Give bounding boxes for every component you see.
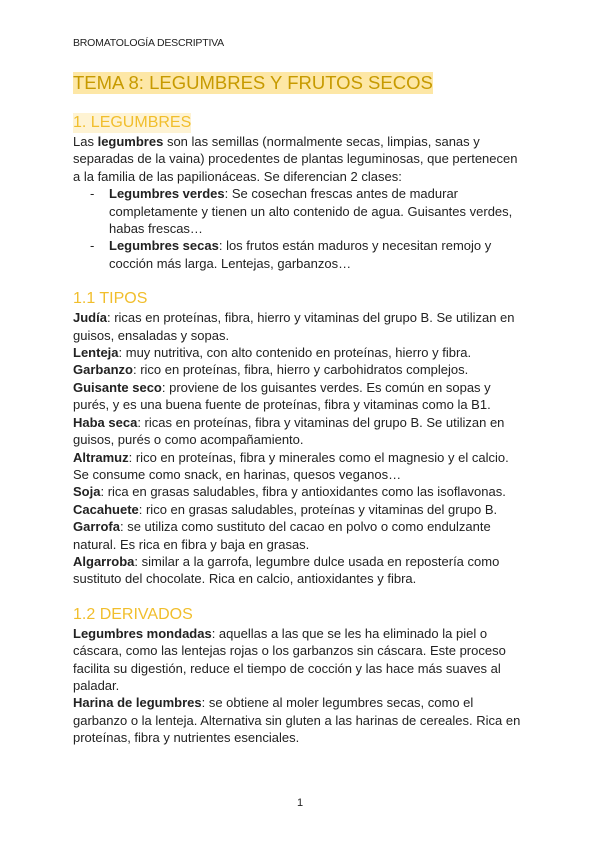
dash-bullet: - (90, 238, 95, 254)
text: : similar a la garrofa, legumbre dulce usada en repostería como sustituto del chocolate. Rica en calcio, antioxidantes y fibra. (73, 553, 500, 587)
list-item (73, 185, 528, 237)
text: : proviene de los guisantes verdes. Es común en sopas y purés, y es una buena fuente de proteínas, fibra y vitaminas como la B1. (73, 379, 491, 413)
definition-paragraph (73, 483, 528, 500)
text: : muy nutritiva, con alto contenido en proteínas, hierro y fibra. (118, 345, 472, 361)
definition-paragraph (73, 518, 528, 553)
bold-term: Haba seca (73, 414, 138, 430)
text: : rico en grasas saludables, proteínas y vitaminas del grupo B. (138, 501, 498, 517)
dash-bullet: - (90, 186, 95, 202)
derivados-list (73, 625, 528, 747)
text: : rico en proteínas, fibra y minerales como el magnesio y el calcio. Se consume como snack, en harinas, quesos veganos… (73, 449, 509, 482)
legumbres-list (73, 185, 528, 272)
definition-paragraph (73, 344, 528, 361)
list-item (73, 237, 528, 272)
text: Las (73, 134, 98, 149)
page-number: 1 (296, 797, 304, 809)
running-header: BROMATOLOGÍA DESCRIPTIVA (73, 37, 224, 49)
text: : ricas en proteínas, fibra y vitaminas del grupo B. Se utilizan en guisos, purés o como acompañamiento. (73, 414, 505, 448)
bold-term: Soja (73, 484, 101, 500)
page-content (73, 72, 528, 747)
text: : rica en grasas saludables, fibra y antioxidantes como las isoflavonas. (100, 484, 506, 500)
text: : se utiliza como sustituto del cacao en polvo o como endulzante natural. Es rica en fibra y baja en grasas. (73, 519, 491, 552)
bold-term: Legumbres secas (109, 238, 219, 254)
section-heading: 1.1 TIPOS (73, 290, 148, 308)
bold-term: Garbanzo (73, 362, 133, 378)
text: : Se cosechan frescas antes de madurar completamente y tienen un alto contenido de agua. Guisantes verdes, habas frescas… (109, 186, 513, 237)
bold-term: Guisante seco (73, 379, 162, 395)
section-heading: 1.2 DERIVADOS (73, 605, 193, 623)
intro-paragraph (73, 133, 528, 185)
definition-paragraph (73, 694, 528, 746)
tipos-list (73, 309, 528, 588)
bold-term: Judía (73, 310, 107, 326)
section-derivados (73, 605, 528, 747)
text: : aquellas a las que se les ha eliminado la piel o cáscara, como las lentejas rojas o los garbanzos sin cáscara. Este proceso facilita su digestión, reduce el tiempo de cocción y las hace más suaves al paladar. (73, 625, 506, 693)
bold-term: Harina de legumbres (73, 695, 202, 711)
definition-paragraph (73, 309, 528, 344)
bold-term: Altramuz (73, 449, 129, 465)
text: : los frutos están maduros y necesitan remojo y cocción más larga. Lentejas, garbanzos… (109, 238, 492, 271)
bold-term: Lenteja (73, 345, 119, 361)
document-title: TEMA 8: LEGUMBRES Y FRUTOS SECOS (73, 72, 433, 93)
definition-paragraph (73, 449, 528, 484)
section-heading: 1. LEGUMBRES (73, 114, 192, 131)
definition-paragraph (73, 361, 528, 378)
bold-term: Cacahuete (73, 501, 139, 517)
definition-paragraph (73, 553, 528, 588)
definition-paragraph (73, 625, 528, 695)
section-legumbres (73, 113, 528, 272)
definition-paragraph (73, 379, 528, 414)
text: : ricas en proteínas, fibra, hierro y vitaminas del grupo B. Se utilizan en guisos, ensaladas y sopas. (73, 310, 515, 343)
text: son las semillas (normalmente secas, limpias, sanas y separadas de la vaina) procedentes de plantas leguminosas, que pertenecen a la familia de las papilionáceas. Se diferencian 2 clases: (73, 134, 518, 184)
text: : rico en proteínas, fibra, hierro y carbohidratos complejos. (132, 362, 469, 378)
definition-paragraph (73, 414, 528, 449)
bold-term: Legumbres verdes (109, 186, 225, 202)
bold-term: Algarroba (73, 553, 135, 569)
definition-paragraph (73, 501, 528, 518)
text: : se obtiene al moler legumbres secas, como el garbanzo o la lenteja. Alternativa sin gluten a las harinas de cereales. Rica en proteínas, fibra y nutrientes esenciales. (73, 695, 521, 746)
bold-term: Garrofa (73, 519, 120, 535)
section-tipos (73, 289, 528, 588)
bold-term: legumbres (97, 134, 164, 149)
bold-term: Legumbres mondadas (73, 625, 212, 641)
